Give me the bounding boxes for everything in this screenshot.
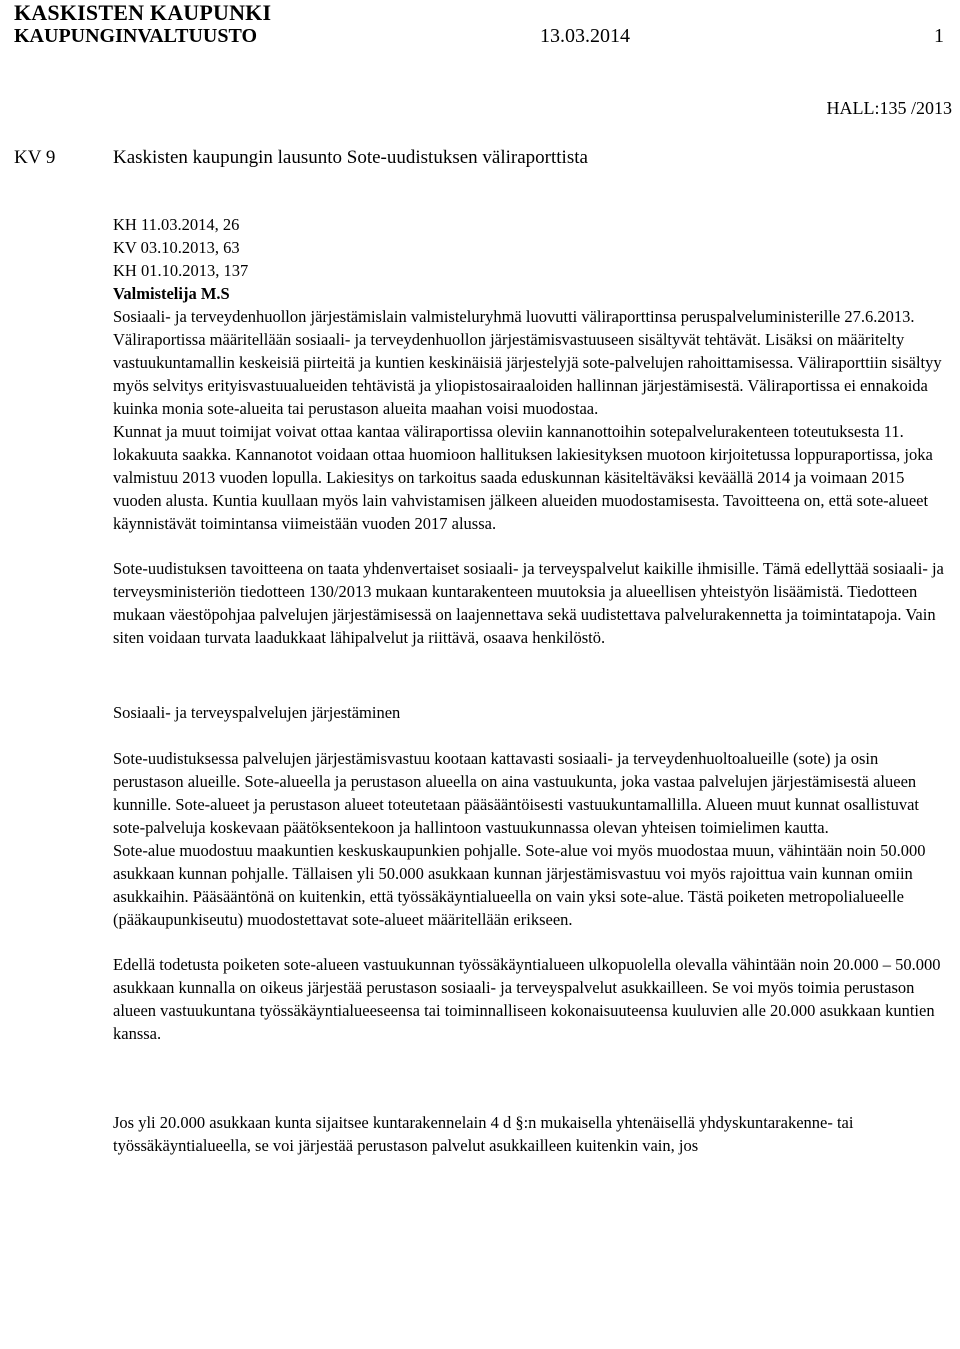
page-number: 1 — [934, 25, 944, 47]
history-entry: KH 01.10.2013, 137 — [113, 261, 249, 280]
history-entry: KH 11.03.2014, 26 — [113, 215, 240, 234]
processing-history — [113, 213, 951, 305]
council-name: KAUPUNGINVALTUUSTO — [14, 25, 258, 47]
preparer: Valmistelija M.S — [113, 284, 230, 303]
section-heading: Sosiaali- ja terveyspalvelujen järjestäminen — [113, 703, 401, 722]
document-body — [113, 213, 951, 1157]
paragraph: Sosiaali- ja terveydenhuollon järjestämislain valmisteluryhmä luovutti väliraporttinsa peruspalveluministerille 27.6.2013. Väliraportissa määritellään sosiaali- ja terveydenhuollon järjestämisvastuuseen sisältyvät tehtävät. Lisäksi on määritelty vastuukuntamallin keskeisiä piirteitä ja kuntien keskinäisiä järjestelyjä sote-palvelujen rahoittamisessa. Väliraporttiin sisältyy myös selvitys erityisvastuualueiden tehtävistä ja yliopistosairaaloiden hallinnan järjestämisestä. Väliraportissa ei ennakoida kuinka monia sote-alueita tai perustason alueita maahan voisi muodostaa. — [113, 307, 942, 418]
paragraph: Edellä todetusta poiketen sote-alueen vastuukunnan työssäkäyntialueen ulkopuolella olevalla vähintään noin 20.000 – 50.000 asukkaan kunnalla on oikeus järjestää perustason sosiaali- ja terveyspalvelut asukkailleen. Se voi myös toimia perustason alueen vastuukuntana työssäkäyntialueeseensa tai toiminnalliseen kokonaisuuteensa kuuluvien alle 20.000 asukkaan kuntien kanssa. — [113, 955, 941, 1043]
paragraph: Sote-uudistuksessa palvelujen järjestämisvastuu kootaan kattavasti sosiaali- ja terveydenhuoltoalueille (sote) ja osin perustason alueille. Sote-alueella ja perustason alueella on aina vastuukunta, joka vastaa palvelujen järjestämisestä alueen kunnille. Sote-alueet ja perustason alueet toteutetaan pääsääntöisesti vastuukuntamallilla. Alueen muut kunnat osallistuvat sote-palveluja koskevaan päätöksentekoon ja hallintoon vastuukunnassa olevan yhteisen toimielimen kautta. — [113, 749, 919, 837]
reference-number: HALL:135 /2013 — [826, 98, 952, 118]
paragraph: Jos yli 20.000 asukkaan kunta sijaitsee kuntarakennelain 4 d §:n mukaisella yhtenäisellä yhdyskuntarakenne- tai työssäkäyntialueella, se voi järjestää perustason palvelut asukkailleen kuitenkin vain, jos — [113, 1113, 854, 1155]
paragraph: Sote-alue muodostuu maakuntien keskuskaupunkien pohjalle. Sote-alue voi myös muodostaa muun, vähintään noin 50.000 asukkaan kunnan pohjalle. Tällaisen yli 50.000 asukkaan kunnan järjestämisvastuu voi myös rajoittua vain kunnan omiin asukkaihin. Pääsääntönä on kuitenkin, että työssäkäyntialueella on vain yksi sote-alue. Tästä poiketen metropolialueelle (pääkaupunkiseutu) muodostettavat sote-alueet määritellään erikseen. — [113, 841, 926, 929]
meeting-date: 13.03.2014 — [540, 25, 630, 47]
paragraph: Sote-uudistuksen tavoitteena on taata yhdenvertaiset sosiaali- ja terveyspalvelut kaikille ihmisille. Tämä edellyttää sosiaali- ja terveysministeriön tiedotteen 130/2013 mukaan kuntarakenteen muutoksia ja alueellisen yhteistyön lisäämistä. Tiedotteen mukaan väestöpohjaa palvelujen järjestämisessä on laajennettava sekä uudistettava palvelurakennetta ja toimintatapoja. Vain siten voidaan turvata laadukkaat lähipalvelut ja riittävä, osaava henkilöstö. — [113, 559, 944, 647]
header-line — [14, 23, 954, 49]
case-title: Kaskisten kaupungin lausunto Sote-uudistuksen väliraporttista — [113, 147, 588, 168]
city-name: KASKISTEN KAUPUNKI — [14, 0, 272, 25]
case-number: KV 9 — [14, 147, 56, 168]
paragraph: Kunnat ja muut toimijat voivat ottaa kantaa väliraportissa oleviin kannanottoihin sotepalvelurakenteen toteutuksesta 11. lokakuuta saakka. Kannanotot voidaan ottaa huomioon hallituksen lakiesityksen muotoon kirjoitetussa loppuraportissa, joka valmistuu 2013 vuoden lopulla. Lakiesitys on tarkoitus saada eduskunnan käsiteltäväksi keväällä 2014 ja voimaan 2015 vuoden alusta. Kuntia kuullaan myös lain vahvistamisen jälkeen alueiden muodostamisesta. Tavoitteena on, että sote-alueet käynnistävät toimintansa viimeistään vuoden 2017 alussa. — [113, 422, 933, 533]
history-entry: KV 03.10.2013, 63 — [113, 238, 240, 257]
